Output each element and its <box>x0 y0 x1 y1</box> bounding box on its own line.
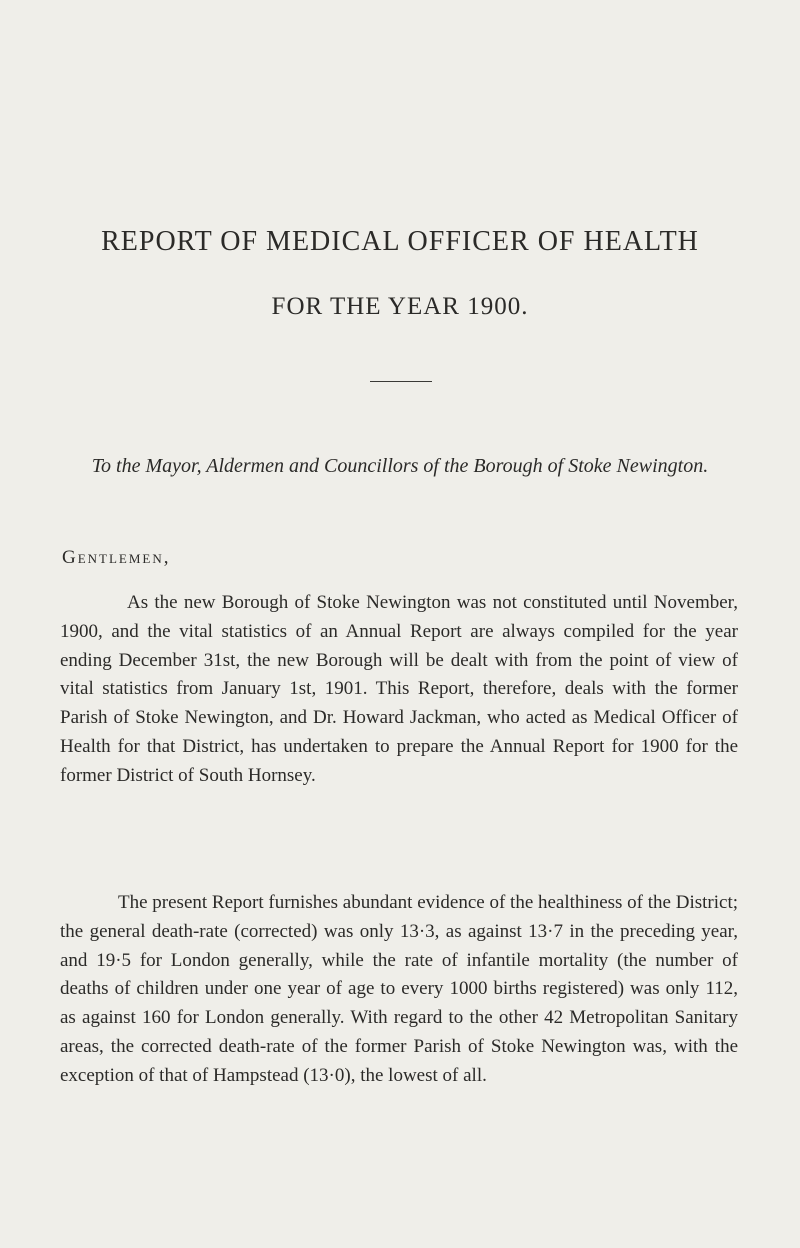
salutation: Gentlemen, <box>62 547 171 568</box>
title-divider <box>370 381 432 382</box>
paragraph-1: As the new Borough of Stoke Newington was not constituted until November, 1900, and the vital statistics of an Annual Report are always compiled for the year ending December 31st, the new Borough will be dealt with from the point of view of vital statistics from January 1st, 1901. This Report, therefore, deals with the former Parish of Stoke Newington, and Dr. Howard Jackman, who acted as Medical Officer of Health for that District, has undertaken to prepare the Annual Report for 1900 for the former District of South Hornsey. <box>60 592 738 786</box>
report-subtitle: FOR THE YEAR 1900. <box>271 293 529 320</box>
paragraph-2: The present Report furnishes abundant evidence of the healthiness of the District; the general death-rate (corrected) was only 13·3, as against 13·7 in the preceding year, and 19·5 for London generally, while the rate of infantile mortality (the number of deaths of children under one year of age to every 1000 births registered) was only 112, as against 160 for London generally. With regard to the other 42 Metropolitan Sanitary areas, the corrected death-rate of the former Parish of Stoke Newington was, with the exception of that of Hampstead (13·0), the lowest of all. <box>60 892 738 1086</box>
report-title: REPORT OF MEDICAL OFFICER OF HEALTH <box>101 226 699 257</box>
addressee-line: To the Mayor, Aldermen and Councillors of the Borough of Stoke Newington. <box>91 455 709 477</box>
